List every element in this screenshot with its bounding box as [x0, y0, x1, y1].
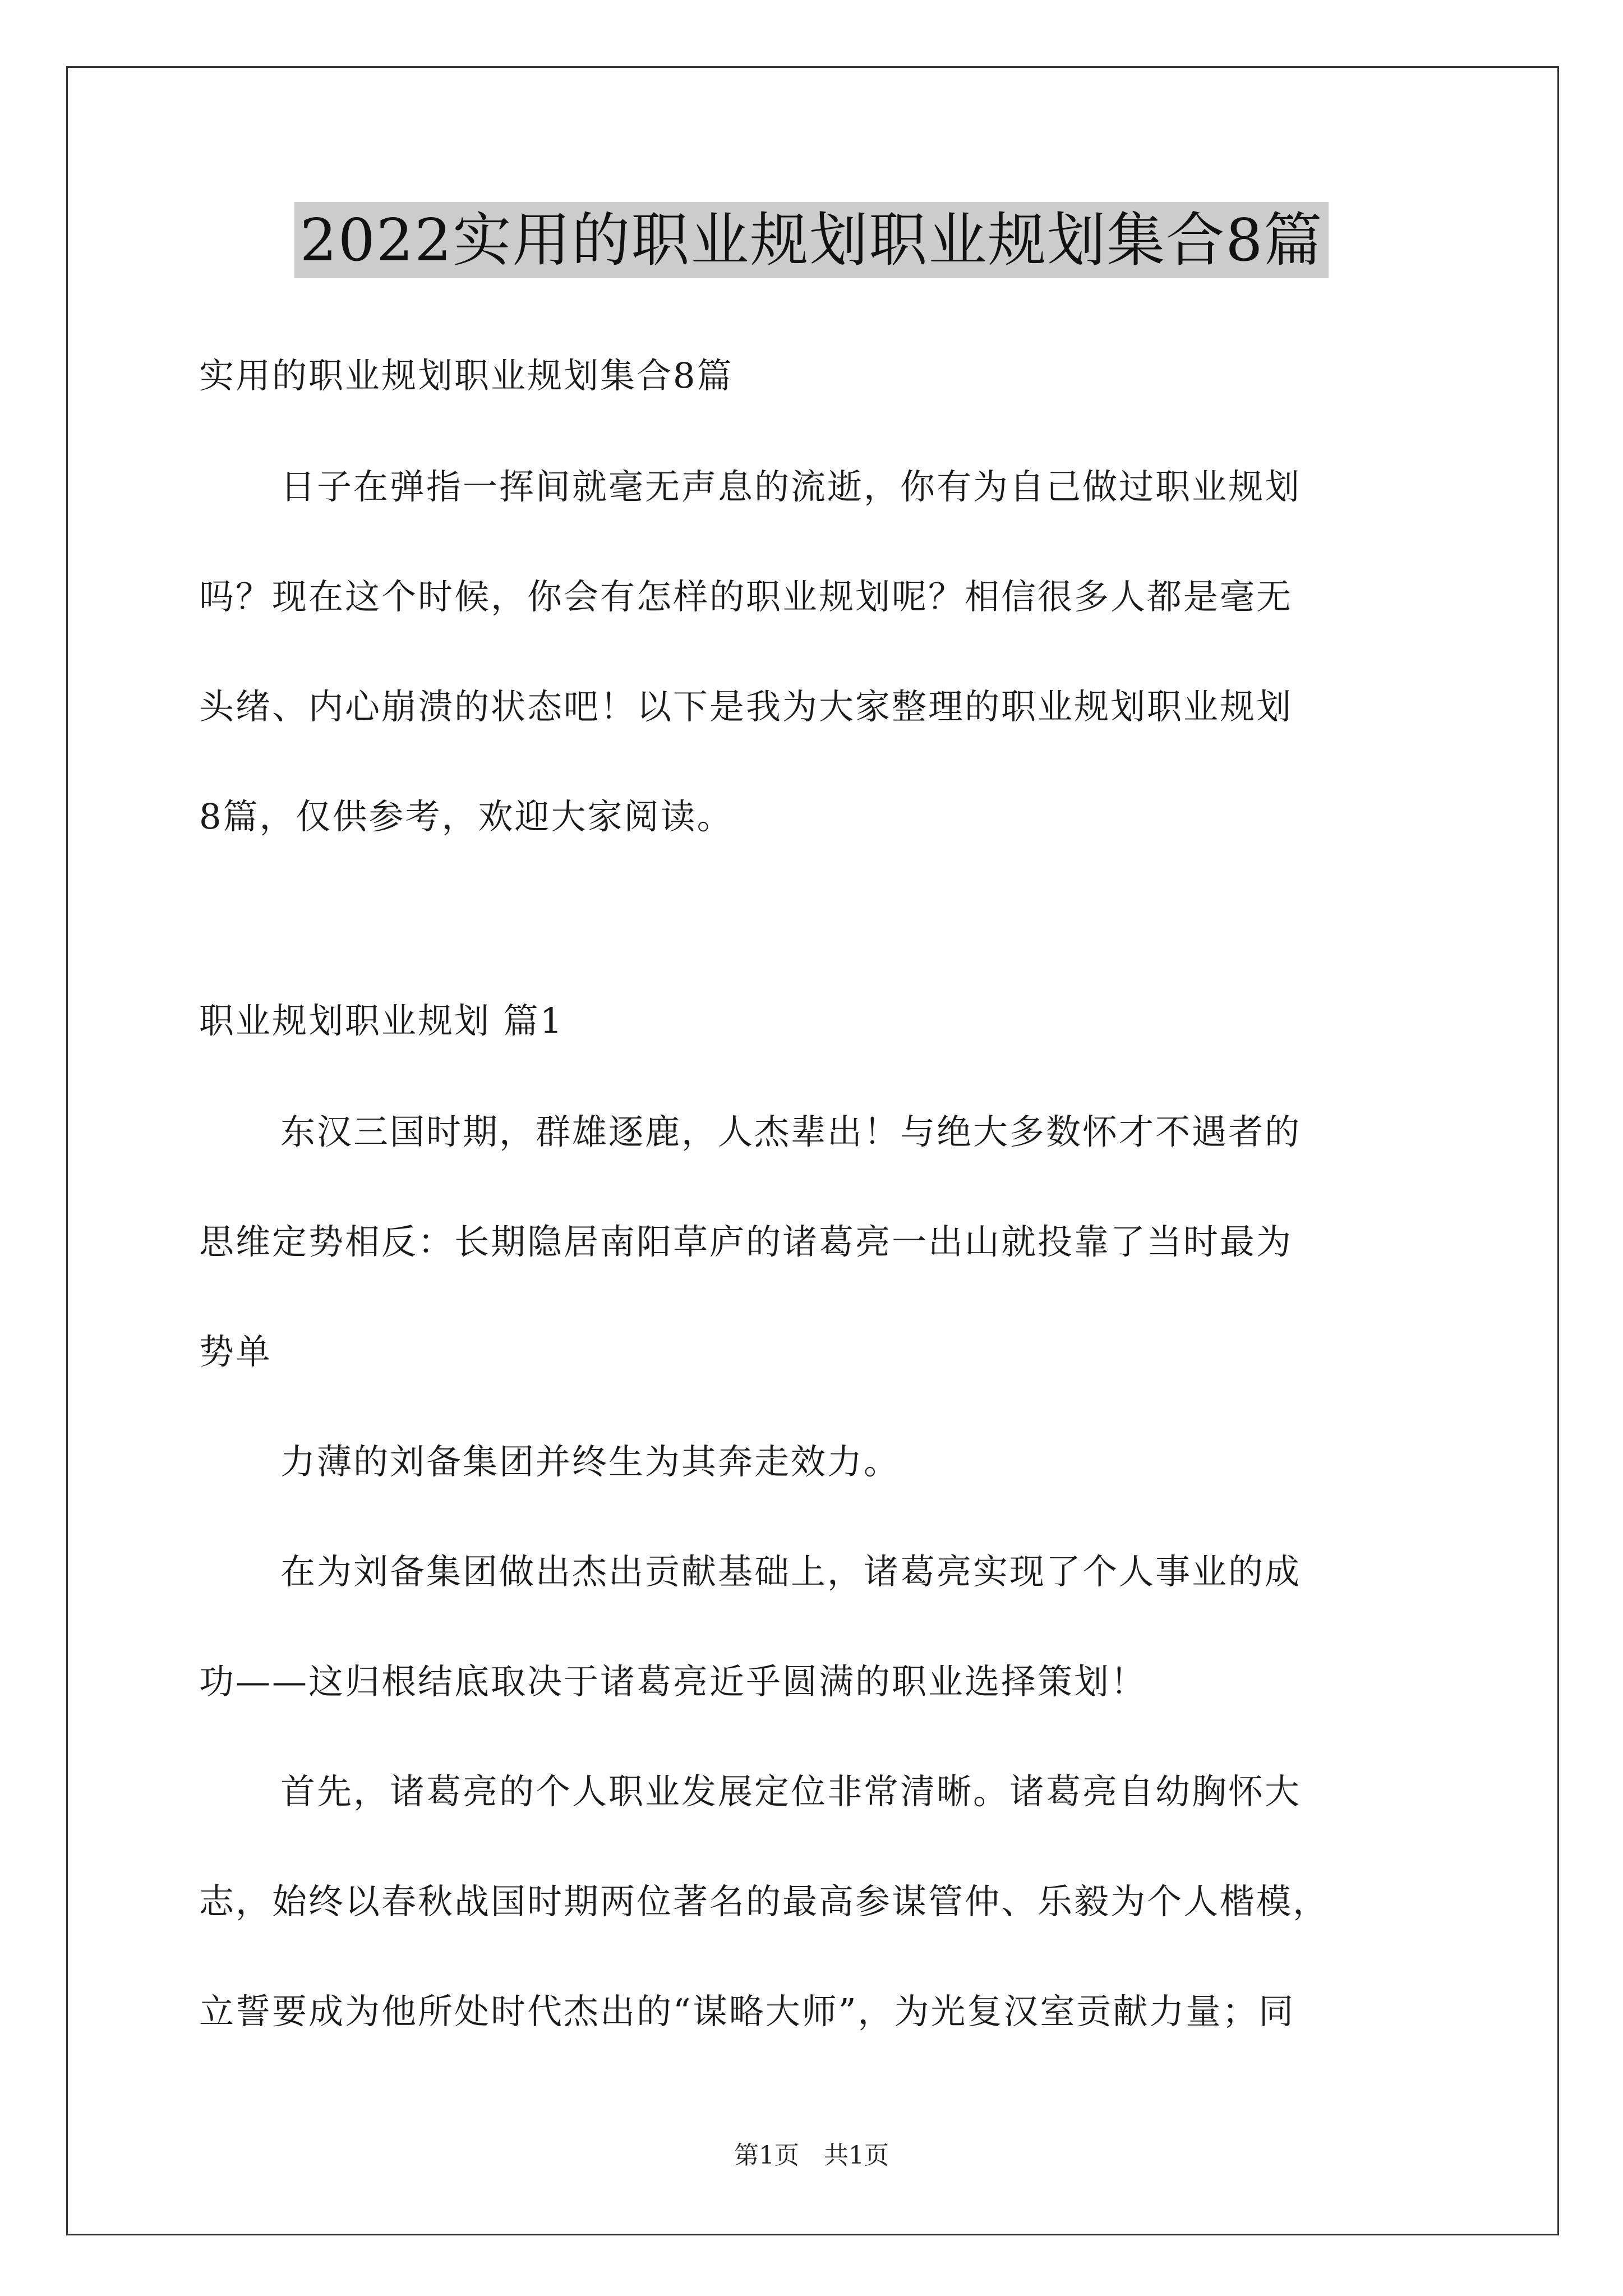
paragraph-line: 在为刘备集团做出杰出贡献基础上，诸葛亮实现了个人事业的成 — [280, 1551, 1302, 1592]
paragraph-line: 势单 — [199, 1331, 273, 1372]
paragraph-line: 功——这归根结底取决于诸葛亮近乎圆满的职业选择策划！ — [199, 1661, 1147, 1702]
page-footer: 第1页 共1页 — [734, 2141, 889, 2170]
paragraph-line: 吗？现在这个时候，你会有怎样的职业规划呢？相信很多人都是毫无 — [199, 576, 1293, 617]
document-subtitle: 实用的职业规划职业规划集合8篇 — [199, 355, 734, 396]
paragraph-line: 志，始终以春秋战国时期两位著名的最高参谋管仲、乐毅为个人楷模， — [199, 1881, 1330, 1922]
paragraph-line: 思维定势相反：长期隐居南阳草庐的诸葛亮一出山就投靠了当时最为 — [199, 1221, 1293, 1262]
paragraph-line: 立誓要成为他所处时代杰出的“谋略大师”，为光复汉室贡献力量；同 — [199, 1991, 1295, 2032]
title-container — [0, 202, 1623, 278]
section-heading: 职业规划职业规划 篇1 — [199, 1000, 564, 1041]
paragraph-line: 8篇，仅供参考，欢迎大家阅读。 — [199, 796, 734, 837]
paragraph-line: 东汉三国时期，群雄逐鹿，人杰辈出！与绝大多数怀才不遇者的 — [280, 1111, 1302, 1152]
paragraph-line: 日子在弹指一挥间就毫无声息的流逝，你有为自己做过职业规划 — [280, 466, 1302, 507]
paragraph-line: 首先，诸葛亮的个人职业发展定位非常清晰。诸葛亮自幼胸怀大 — [280, 1771, 1302, 1812]
paragraph-line: 力薄的刘备集团并终生为其奔走效力。 — [280, 1441, 901, 1482]
paragraph-line: 头绪、内心崩溃的状态吧！以下是我为大家整理的职业规划职业规划 — [199, 686, 1293, 727]
document-title: 2022实用的职业规划职业规划集合8篇 — [294, 202, 1329, 278]
